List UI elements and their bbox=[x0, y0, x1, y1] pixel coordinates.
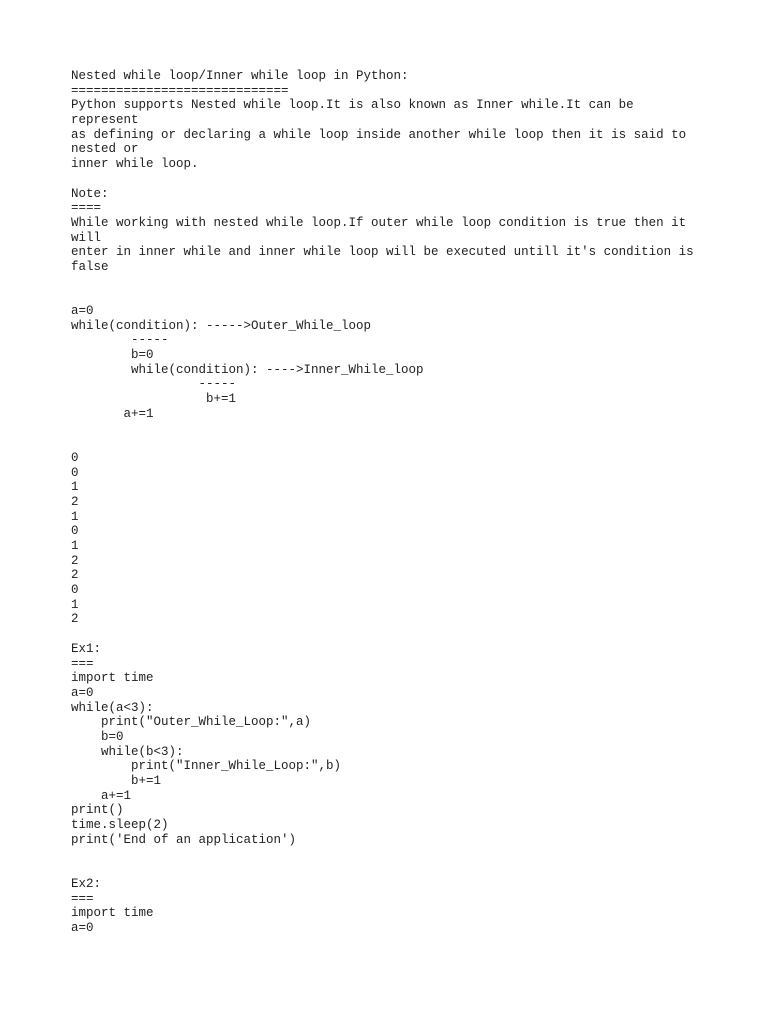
text-line: represent bbox=[71, 113, 139, 128]
text-line: while(condition): ----->Outer_While_loop bbox=[71, 318, 372, 333]
text-line: print("Outer_While_Loop:",a) bbox=[71, 715, 312, 730]
text-line: print("Inner_While_Loop:",b) bbox=[71, 759, 342, 774]
text-line: inner while loop. bbox=[71, 157, 199, 172]
text-line: will bbox=[71, 230, 102, 245]
text-line: b+=1 bbox=[71, 774, 162, 788]
text-line: 2 bbox=[71, 494, 79, 509]
text-line: === bbox=[71, 891, 94, 906]
text-line: 2 bbox=[71, 553, 79, 568]
text-line: import time bbox=[71, 906, 154, 921]
text-line: Note: bbox=[71, 186, 109, 201]
text-line: import time bbox=[71, 671, 154, 686]
text-line: 0 bbox=[71, 583, 79, 598]
text-line: nested or bbox=[71, 142, 139, 157]
text-line: a=0 bbox=[71, 685, 94, 700]
text-line: false bbox=[71, 259, 109, 274]
text-line: ============================= bbox=[71, 83, 289, 98]
text-line: b=0 bbox=[71, 348, 154, 363]
text-line: 1 bbox=[71, 539, 79, 553]
text-line bbox=[71, 862, 731, 877]
text-line: 1 bbox=[71, 597, 79, 612]
text-line: a+=1 bbox=[71, 788, 132, 803]
text-line: print() bbox=[71, 803, 124, 818]
text-line bbox=[71, 436, 731, 451]
text-line: b=0 bbox=[71, 729, 124, 744]
text-line: Ex1: bbox=[71, 641, 102, 656]
text-line bbox=[71, 172, 731, 187]
text-line bbox=[71, 275, 731, 290]
text-line: enter in inner while and inner while loop will be executed untill it's condition is bbox=[71, 245, 694, 260]
text-line: a=0 bbox=[71, 304, 94, 318]
text-line: Nested while loop/Inner while loop in Python: bbox=[71, 69, 409, 83]
text-line: 0 bbox=[71, 465, 79, 480]
text-line: while(a<3): bbox=[71, 700, 154, 715]
text-line bbox=[71, 289, 731, 304]
text-line bbox=[71, 627, 731, 642]
text-line bbox=[71, 422, 731, 437]
document-text bbox=[71, 69, 731, 936]
text-line: ----- bbox=[71, 377, 237, 392]
text-line: 1 bbox=[71, 480, 79, 495]
text-line: a+=1 bbox=[71, 406, 154, 421]
text-line: ----- bbox=[71, 333, 169, 348]
text-line: === bbox=[71, 656, 94, 671]
text-line: Ex2: bbox=[71, 876, 102, 891]
text-line: While working with nested while loop.If outer while loop condition is true then it bbox=[71, 215, 687, 230]
text-line: time.sleep(2) bbox=[71, 818, 169, 833]
text-line: 2 bbox=[71, 612, 79, 627]
text-line: ==== bbox=[71, 201, 102, 216]
text-line: a=0 bbox=[71, 920, 94, 935]
text-line: 1 bbox=[71, 509, 79, 524]
text-line: 2 bbox=[71, 568, 79, 583]
text-line: 0 bbox=[71, 524, 79, 539]
text-line: while(b<3): bbox=[71, 744, 184, 759]
text-line bbox=[71, 847, 731, 862]
text-line: b+=1 bbox=[71, 392, 237, 407]
text-line: while(condition): ---->Inner_While_loop bbox=[71, 362, 424, 377]
text-line: Python supports Nested while loop.It is also known as Inner while.It can be bbox=[71, 98, 634, 113]
text-line: as defining or declaring a while loop inside another while loop then it is said to bbox=[71, 127, 687, 142]
text-line: 0 bbox=[71, 450, 79, 465]
text-line: print('End of an application') bbox=[71, 832, 297, 847]
